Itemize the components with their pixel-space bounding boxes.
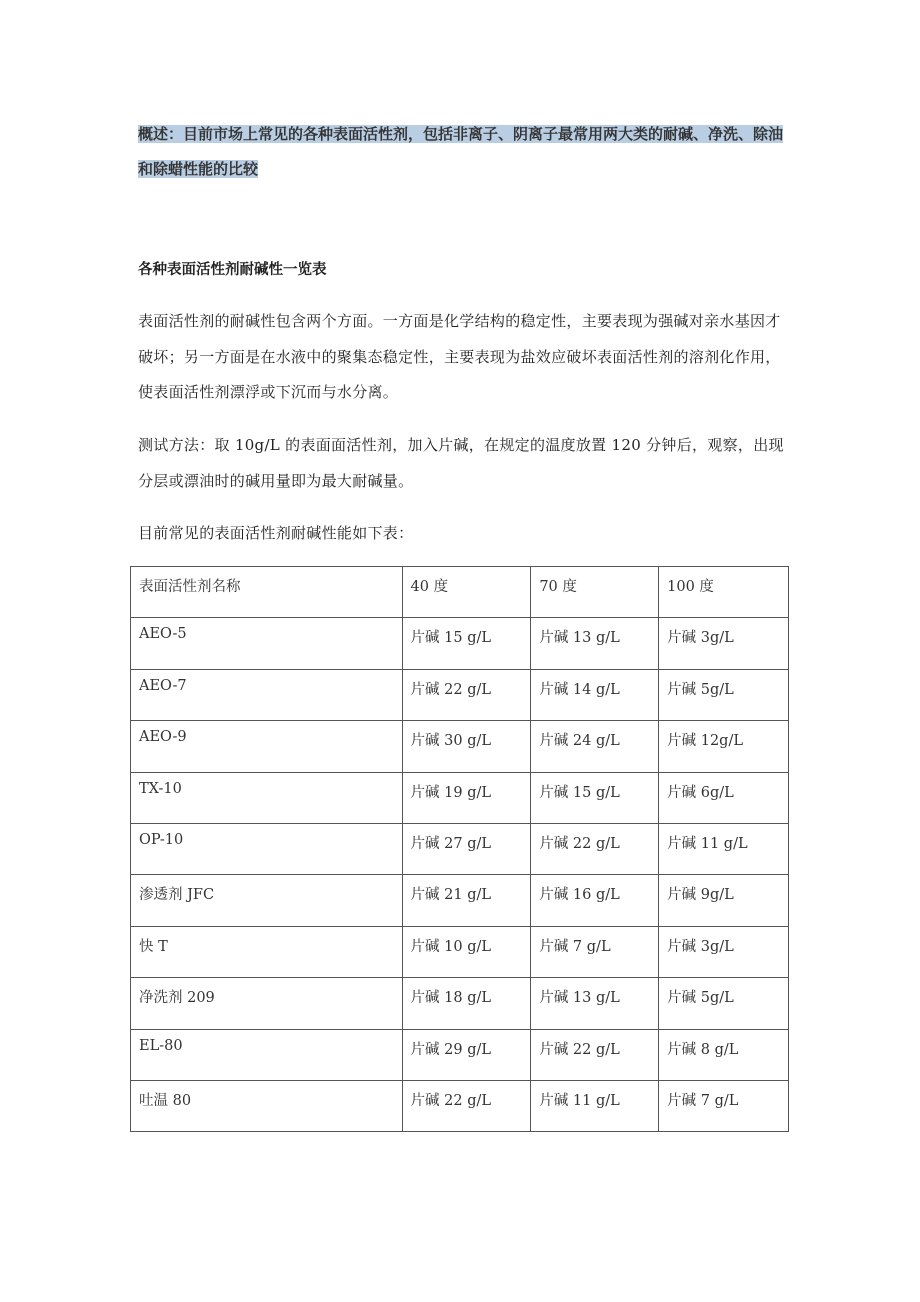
test-method-paragraph: 测试方法：取 10g/L 的表面面活性剂，加入片碱，在规定的温度放置 120 分钟后，观察，出现分层或漂油时的碱用量即为最大耐碱量。: [138, 436, 784, 490]
table-cell: 片碱 12g/L: [659, 721, 789, 772]
header-cell: 40 度: [402, 567, 531, 618]
table-cell: 片碱 7 g/L: [659, 1080, 789, 1131]
table-cell: 片碱 22 g/L: [402, 669, 531, 720]
table-row: [131, 669, 789, 720]
table-cell: 片碱 22 g/L: [531, 1029, 659, 1080]
table-cell: 净洗剂 209: [131, 978, 403, 1029]
table-row: [131, 875, 789, 926]
table-cell: 渗透剂 JFC: [131, 875, 403, 926]
table-cell: OP-10: [131, 823, 403, 874]
table-cell: 片碱 11 g/L: [531, 1080, 659, 1131]
table-cell: 片碱 10 g/L: [402, 926, 531, 977]
table-cell: AEO-9: [131, 721, 403, 772]
table-cell: 片碱 9g/L: [659, 875, 789, 926]
header-cell: 70 度: [531, 567, 659, 618]
intro-paragraph: 表面活性剂的耐碱性包含两个方面。一方面是化学结构的稳定性，主要表现为强碱对亲水基因才破坏；另一方面是在水液中的聚集态稳定性，主要表现为盐效应破坏表面活性剂的溶剂化作用，使表面活性剂漂浮或下沉而与水分离。: [138, 312, 781, 401]
table-cell: 片碱 3g/L: [659, 926, 789, 977]
table-cell: 片碱 6g/L: [659, 772, 789, 823]
table-cell: 片碱 29 g/L: [402, 1029, 531, 1080]
table-cell: 片碱 5g/L: [659, 978, 789, 1029]
table-cell: 片碱 27 g/L: [402, 823, 531, 874]
table-row: [131, 978, 789, 1029]
table-cell: 片碱 14 g/L: [531, 669, 659, 720]
table-intro-paragraph: 目前常见的表面活性剂耐碱性能如下表：: [138, 524, 414, 542]
table-cell: 片碱 8 g/L: [659, 1029, 789, 1080]
table-cell: 片碱 13 g/L: [531, 978, 659, 1029]
summary-paragraph: [138, 117, 788, 187]
table-cell: 片碱 7 g/L: [531, 926, 659, 977]
table-row: [131, 618, 789, 669]
header-cell: 表面活性剂名称: [131, 567, 403, 618]
table-cell: 片碱 24 g/L: [531, 721, 659, 772]
summary-text: 概述：目前市场上常见的各种表面活性剂，包括非离子、阴离子最常用两大类的耐碱、净洗、除油和除蜡性能的比较: [138, 125, 784, 178]
table-cell: 快 T: [131, 926, 403, 977]
table-cell: 片碱 3g/L: [659, 618, 789, 669]
table-row: [131, 721, 789, 772]
table-cell: 片碱 21 g/L: [402, 875, 531, 926]
table-cell: 片碱 15 g/L: [531, 772, 659, 823]
table-cell: 片碱 19 g/L: [402, 772, 531, 823]
table-cell: TX-10: [131, 772, 403, 823]
table-cell: AEO-7: [131, 669, 403, 720]
table-row: [131, 1080, 789, 1131]
table-cell: 片碱 16 g/L: [531, 875, 659, 926]
section-heading: 各种表面活性剂耐碱性一览表: [138, 262, 327, 278]
table-cell: 片碱 11 g/L: [659, 823, 789, 874]
table-cell: EL-80: [131, 1029, 403, 1080]
table-row: [131, 926, 789, 977]
alkali-resistance-table: [130, 566, 789, 1132]
table-cell: AEO-5: [131, 618, 403, 669]
table-cell: 片碱 5g/L: [659, 669, 789, 720]
table-cell: 片碱 13 g/L: [531, 618, 659, 669]
table-cell: 片碱 18 g/L: [402, 978, 531, 1029]
table-header-row: [131, 567, 789, 618]
table-cell: 片碱 22 g/L: [531, 823, 659, 874]
header-cell: 100 度: [659, 567, 789, 618]
table-row: [131, 772, 789, 823]
table-cell: 吐温 80: [131, 1080, 403, 1131]
table-cell: 片碱 15 g/L: [402, 618, 531, 669]
table-row: [131, 823, 789, 874]
table-cell: 片碱 22 g/L: [402, 1080, 531, 1131]
table-cell: 片碱 30 g/L: [402, 721, 531, 772]
table-row: [131, 1029, 789, 1080]
